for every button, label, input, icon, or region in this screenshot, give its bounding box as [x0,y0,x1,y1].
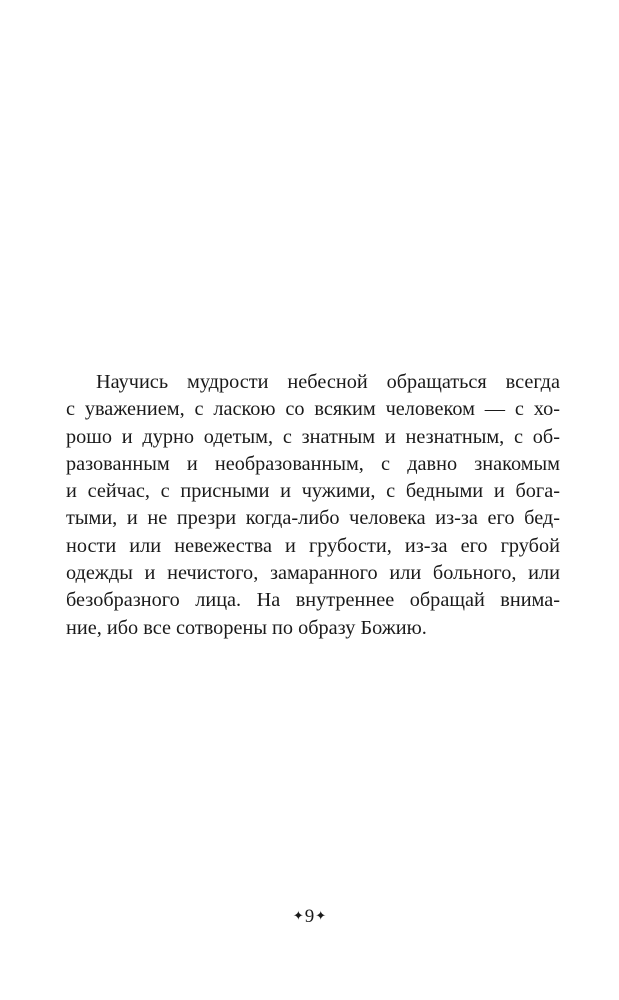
paragraph-line: тыми, и не презри когда-либо человека из-за его бед- [66,507,560,530]
paragraph-line: безобразного лица. На внутреннее обращай внима- [66,589,560,612]
paragraph-line: разованным и необразованным, с давно знакомым [66,452,560,475]
body-paragraph [66,369,560,642]
page-number-footer [0,904,619,929]
ornament-right-icon: ✦ [315,908,327,923]
paragraph-line: рошо и дурно одетым, с знатным и незнатным, с об- [66,425,560,448]
paragraph-line: и сейчас, с присными и чужими, с бедными и бога- [66,480,560,503]
paragraph-line: ности или невежества и грубости, из-за его грубой [66,534,560,557]
paragraph-line: одежды и нечистого, замаранного или больного, или [66,562,560,585]
page-number: 9 [304,906,315,927]
paragraph-line: Научись мудрости небесной обращаться всегда [96,371,560,393]
paragraph-line: с уважением, с ласкою со всяким человеком — с хо- [66,398,560,421]
paragraph-line: ние, ибо все сотворены по образу Божию. [66,616,427,639]
ornament-left-icon: ✦ [292,908,304,923]
